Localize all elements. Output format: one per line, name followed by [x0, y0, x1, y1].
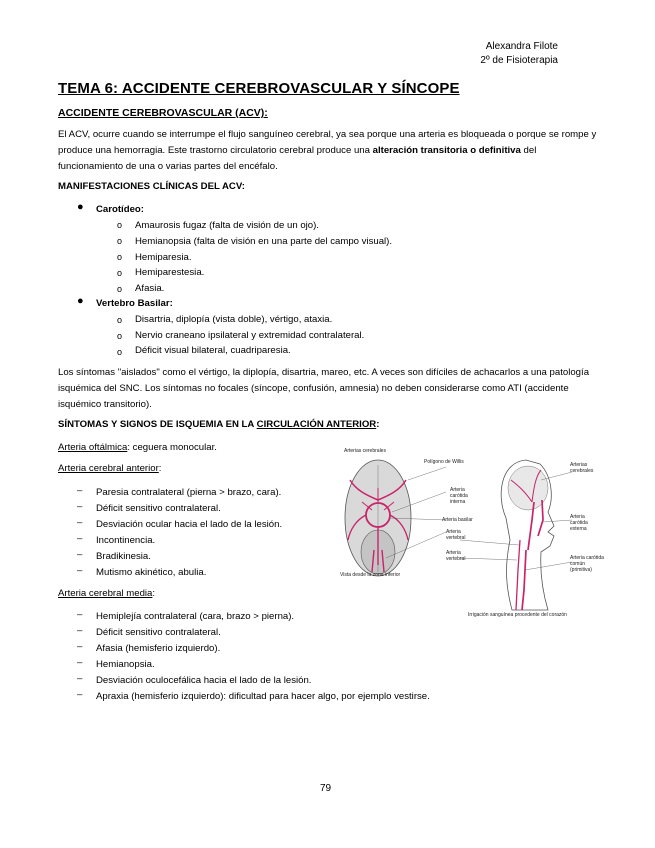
label-arterias-cerebrales-right: Arterias cerebrales [570, 462, 594, 474]
list-item: Hemiparestesia. [135, 267, 205, 278]
dash-bullet-icon: – [77, 517, 83, 528]
list-item: Afasia. [135, 283, 165, 294]
list-item: Desviación ocular hacia el lado de la lesión. [96, 519, 283, 530]
dash-bullet-icon: – [77, 689, 83, 700]
author-header [480, 40, 558, 68]
circle-bullet-icon: o [117, 315, 123, 325]
label-vista-inferior: Vista desde la zona inferior [340, 572, 401, 578]
dash-bullet-icon: – [77, 625, 83, 636]
brain-inferior-view [345, 460, 411, 576]
group-label-vertebro-basilar: Vertebro Basilar: [96, 298, 173, 309]
circle-bullet-icon: o [117, 284, 123, 294]
list-item: Desviación oculocefálica hacia el lado de la lesión. [96, 675, 312, 686]
author-name: Alexandra Filote [485, 41, 558, 52]
circle-bullet-icon: o [117, 220, 123, 230]
list-item: Nervio craneano ipsilateral y extremidad contralateral. [135, 330, 365, 341]
section-heading-acv: ACCIDENTE CEREBROVASCULAR (ACV): [58, 107, 268, 119]
media-colon: : [152, 588, 156, 599]
dash-bullet-icon: – [77, 533, 83, 544]
dash-bullet-icon: – [77, 485, 83, 496]
dash-bullet-icon: – [77, 565, 83, 576]
intro-text-b: del funcionamiento de una o varias partes del encéfalo. [58, 145, 537, 172]
cerebral-arteries-figure [336, 440, 606, 625]
dash-bullet-icon: – [77, 657, 83, 668]
dash-bullet-icon: – [77, 641, 83, 652]
list-item: Déficit sensitivo contralateral. [96, 503, 221, 514]
oftalmica-line [58, 440, 217, 456]
dash-bullet-icon: – [77, 609, 83, 620]
bullet-dot-icon: ● [77, 295, 84, 307]
label-arteria-vertebral-right: Arteria vertebral [446, 550, 466, 562]
intro-text-a: El ACV, ocurre cuando se interrumpe el flujo sanguíneo cerebral, ya sea porque una arteria es bloqueada o porque se rompe y produce una hemorragia. Este trastorno circulatorio cerebral produce una [58, 129, 597, 156]
head-neck-profile [501, 460, 554, 610]
dash-bullet-icon: – [77, 549, 83, 560]
page-title: TEMA 6: ACCIDENTE CEREBROVASCULAR Y SÍNCOPE [58, 80, 460, 97]
list-item: Apraxia (hemisferio izquierdo): dificultad para hacer algo, por ejemplo vestirse. [96, 691, 430, 702]
oftalmica-text: : ceguera monocular. [127, 442, 217, 453]
group-label-carotideo: Carotídeo: [96, 204, 144, 215]
list-item: Bradikinesia. [96, 551, 151, 562]
circle-bullet-icon: o [117, 252, 123, 262]
intro-paragraph [58, 127, 603, 175]
label-arteria-basilar: Arteria basilar [442, 517, 473, 523]
media-label: Arteria cerebral media [58, 588, 153, 599]
list-item: Amaurosis fugaz (falta de visión de un ojo). [135, 220, 319, 231]
circle-bullet-icon: o [117, 347, 123, 357]
circle-bullet-icon: o [117, 331, 123, 341]
circle-bullet-icon: o [117, 236, 123, 246]
label-arterias-cerebrales-left: Arterias cerebrales [344, 448, 386, 454]
aislados-paragraph: Los síntomas "aislados" como el vértigo, la diplopía, disartria, mareo, etc. A veces son difíciles de achacarlos a una patología isquémica del SNC. Los síntomas no focales (síncope, confusión, amnesia) no deben considerarse como ATI (accidente isquémico transitorio). [58, 367, 590, 410]
isquemia-heading-a: SÍNTOMAS Y SIGNOS DE ISQUEMIA EN LA [58, 419, 257, 430]
anterior-colon: : [158, 463, 162, 474]
page-number: 79 [320, 783, 332, 794]
label-poligono-willis: Polígono de Willis [424, 459, 464, 465]
manifestaciones-heading: MANIFESTACIONES CLÍNICAS DEL ACV: [58, 181, 245, 192]
intro-text-bold: alteración transitoria o definitiva [372, 145, 521, 156]
label-arteria-carotida-comun: Arteria carótida común (primitiva) [570, 555, 604, 573]
isquemia-heading-underlined: CIRCULACIÓN ANTERIOR [256, 419, 377, 430]
list-item: Hemiparesia. [135, 252, 192, 263]
list-item: Disartria, diplopía (vista doble), vértigo, ataxia. [135, 314, 333, 325]
list-item: Mutismo akinético, abulia. [96, 567, 207, 578]
media-line [58, 586, 155, 602]
label-arteria-carotida-interna: Arteria carótida interna [450, 487, 468, 505]
list-item: Déficit visual bilateral, cuadriparesia. [135, 345, 291, 356]
list-item: Hemiplejía contralateral (cara, brazo > pierna). [96, 611, 295, 622]
list-item: Paresia contralateral (pierna > brazo, cara). [96, 487, 282, 498]
list-item: Hemianopsia (falta de visión en una parte del campo visual). [135, 236, 393, 247]
dash-bullet-icon: – [77, 673, 83, 684]
isquemia-heading [58, 419, 379, 430]
list-item: Afasia (hemisferio izquierdo). [96, 643, 221, 654]
figure-caption: Irrigación sanguínea procedente del corazón [468, 612, 567, 618]
isquemia-heading-b: : [376, 419, 380, 430]
list-item: Incontinencia. [96, 535, 156, 546]
anterior-label: Arteria cerebral anterior [58, 463, 159, 474]
circle-bullet-icon: o [117, 268, 123, 278]
label-arteria-carotida-externa: Arteria carótida externa [570, 514, 588, 532]
oftalmica-label: Arteria oftálmica [58, 442, 128, 453]
bullet-dot-icon: ● [77, 201, 84, 213]
dash-bullet-icon: – [77, 501, 83, 512]
label-arteria-vertebral-left: Arteria vertebral [446, 529, 466, 541]
list-item: Déficit sensitivo contralateral. [96, 627, 221, 638]
course-name: 2º de Fisioterapia [480, 55, 558, 66]
anterior-line [58, 461, 161, 477]
list-item: Hemianopsia. [96, 659, 155, 670]
